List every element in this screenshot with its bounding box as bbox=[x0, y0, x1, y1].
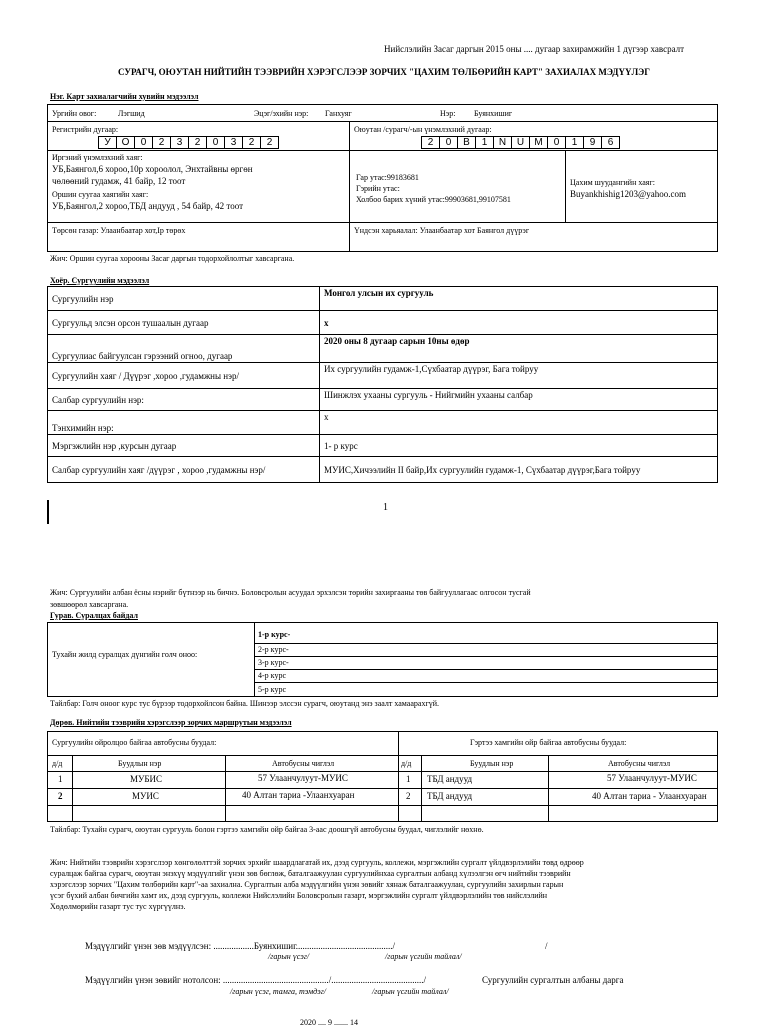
first-name-label: Нэр: bbox=[440, 109, 456, 118]
address-current-value: УБ,Баянгол,2 хороо,ТБД андууд , 54 байр, 42 тоот bbox=[52, 201, 244, 211]
address-current-label: Оршин суугаа хаягийн хаяг: bbox=[52, 190, 149, 199]
section4-heading: Дөрөв. Нийтийн тээврийн хэрэгслээр зорчих маршрутын мэдээлэл bbox=[50, 718, 292, 727]
school-row-value: 1- р курс bbox=[320, 435, 718, 457]
route-direction: 57 Улаанчулуут-МУИС bbox=[258, 773, 348, 783]
mobile-phone: Гар утас:99183681 bbox=[356, 173, 419, 182]
col-stop-2: Буудлын нэр bbox=[470, 759, 514, 768]
table-row bbox=[48, 435, 718, 457]
school-row-value: МУИС,Хичээлийн II байр,Их сургуулийн гудамж-1, Сүхбаатар дүүрэг,Бага тойруу bbox=[320, 457, 718, 483]
note-2-line1: Жич: Сургуулийн албан ёсны нэрийг бүтнээр нь бичнэ. Боловсролын асуудал эрхэлсэн төрийн захиргааны төв байгууллагаас олгосон тусгай bbox=[50, 588, 531, 597]
contact-phone: Холбоо барих хүний утас:99903681,99107581 bbox=[356, 195, 511, 204]
school-row-value: 2020 оны 8 дугаар сарын 10ны өдөр bbox=[320, 335, 718, 363]
school-row-label: Салбар сургуулийн нэр: bbox=[48, 389, 320, 411]
school-row-value: х bbox=[320, 411, 718, 435]
signature-declarant: Мэдүүлгийг үнэн зөв мэдүүлсэн: ..................Буянхишиг.........................................../ bbox=[85, 941, 396, 951]
school-row-value: Их сургуулийн гудамж-1,Сүхбаатар дүүрэг, Бага тойруу bbox=[320, 363, 718, 389]
route-direction-2: 40 Алтан тариа - Улаанхуаран bbox=[592, 791, 707, 801]
note-2-line2: зөвшөөрөл хавсаргана. bbox=[50, 600, 129, 609]
study-table bbox=[47, 622, 718, 697]
table-row bbox=[48, 335, 718, 363]
col-stop: Буудлын нэр bbox=[118, 759, 162, 768]
table-row bbox=[48, 389, 718, 411]
signature-verifier: Мэдүүлгийн үнэн зөвийг нотолсон: .............................................../........................................./ bbox=[85, 975, 426, 985]
birthplace: Төрсөн газар: Улаанбаатар хот,Iр төрөх bbox=[52, 226, 186, 235]
family-name-label: Ургийн овог: bbox=[52, 109, 97, 118]
col-no-2: д/д bbox=[401, 759, 412, 768]
student-id-label: Оюутан /сурагч/-ын үнэмлэхний дугаар: bbox=[354, 125, 492, 134]
caption-signature: /гарын үсэг/ bbox=[268, 952, 310, 961]
top-note: Нийслэлийн Засаг даргын 2015 оны .... дугаар захирамжийн 1 дүгээр хавсралт bbox=[384, 44, 685, 54]
address-id-line2: чөлөөний гудамж, 41 байр, 12 тоот bbox=[52, 176, 186, 186]
study-label: Тухайн жилд суралцах дүнгийн голч оноо: bbox=[52, 650, 198, 659]
family-name-value: Лэгшид bbox=[118, 109, 145, 118]
address-id-label: Иргэний үнэмлэхний хаяг: bbox=[52, 153, 143, 162]
father-name-label: Эцэг/эхийн нэр: bbox=[254, 109, 309, 118]
col-route-2: Автобусны чиглэл bbox=[608, 759, 671, 768]
school-row-label: Сургуулиас байгуулсан гэрээний огноо, дугаар bbox=[48, 335, 320, 363]
course-1: 1-р курс- bbox=[258, 630, 291, 639]
margin-mark bbox=[47, 500, 49, 524]
section3-heading: Гурав. Суралцах байдал bbox=[50, 611, 138, 620]
col-route: Автобусны чиглэл bbox=[272, 759, 335, 768]
school-row-value: х bbox=[320, 311, 718, 335]
route-direction: 40 Алтан тариа -Улаанхуаран bbox=[242, 790, 355, 800]
school-row-label: Сургуульд элсэн орсон тушаалын дугаар bbox=[48, 311, 320, 335]
school-row-value: Шинжлэх ухааны сургууль - Нийгмийн ухааны салбар bbox=[320, 389, 718, 411]
home-phone: Гэрийн утас: bbox=[356, 184, 400, 193]
father-name-value: Ганхуяг bbox=[325, 109, 352, 118]
route-no: 2 bbox=[58, 791, 63, 801]
school-row-label: Сургуулийн нэр bbox=[48, 287, 320, 311]
student-id-cells: 2 0 В 1 N U M 0 1 9 6 bbox=[422, 136, 620, 149]
table-row bbox=[48, 457, 718, 483]
course-5: 5-р курс bbox=[258, 685, 286, 694]
route-stop-2: ТБД андууд bbox=[427, 791, 473, 801]
register-number-cells: У О 0 2 3 2 0 3 2 2 bbox=[99, 136, 279, 149]
left-group-header: Сургуулийн ойролцоо байгаа автобусны буудал: bbox=[52, 738, 217, 747]
school-row-label: Тэнхимийн нэр: bbox=[48, 411, 320, 435]
course-2: 2-р курс- bbox=[258, 645, 289, 654]
table-row bbox=[48, 411, 718, 435]
residence: Үндсэн харьяалал: Улаанбаатар хот Баянгол дүүрэг bbox=[354, 226, 530, 235]
page-number: 1 bbox=[383, 502, 388, 513]
note-1: Жич: Оршин суугаа хорооны Засаг даргын тодорхойлолтыг хавсаргана. bbox=[50, 254, 295, 263]
course-4: 4-р курс bbox=[258, 671, 286, 680]
caption-verifier-name: /гарын үсгийн тайлал/ bbox=[372, 987, 449, 996]
route-stop: МУИС bbox=[132, 791, 159, 801]
course-3: 3-р курс- bbox=[258, 658, 289, 667]
first-name-value: Буянхишиг bbox=[474, 109, 513, 118]
school-row-label: Мэргэжлийн нэр ,курсын дугаар bbox=[48, 435, 320, 457]
caption-signature-name: /гарын үсгийн тайлал/ bbox=[385, 952, 462, 961]
document-title: СУРАГЧ, ОЮУТАН НИЙТИЙН ТЭЭВРИЙН ХЭРЭГСЛЭЭР ЗОРЧИХ "ЦАХИМ ТӨЛБӨРИЙН КАРТ" ЗАХИАЛАХ МЭДҮҮЛЭГ bbox=[118, 67, 650, 77]
section1-heading: Нэг. Карт захиалагчийн хувийн мэдээлэл bbox=[50, 92, 199, 101]
table-row bbox=[48, 311, 718, 335]
section2-heading: Хоёр. Сургуулийн мэдээлэл bbox=[50, 276, 150, 285]
caption-stamp: /гарын үсэг, тамга, тэмдэг/ bbox=[230, 987, 326, 996]
school-row-label: Салбар сургуулийн хаяг /дүүрэг , хороо ,гудамжны нэр/ bbox=[48, 457, 320, 483]
table-row bbox=[48, 287, 718, 311]
email-value: Buyankhishig1203@yahoo.com bbox=[570, 189, 687, 199]
verifier-role: Сургуулийн сургалтын албаны дарга bbox=[482, 975, 624, 985]
email-label: Цахим шуудангийн хаяг: bbox=[570, 178, 655, 187]
school-row-value: Монгол улсын их сургууль bbox=[320, 287, 718, 311]
bottom-date-partial: 2020 .... 9 ....... 14 bbox=[300, 1018, 358, 1027]
route-direction-2: 57 Улаанчулуут-МУИС bbox=[607, 773, 697, 783]
route-no-2: 2 bbox=[406, 791, 411, 801]
note-3: Тайлбар: Голч оноог курс тус бүрээр тодорхойлсон байна. Шинээр элссэн сурагч, оюутанд энэ заалт хамаарахгүй. bbox=[50, 699, 440, 708]
register-label: Регистрийн дугаар: bbox=[52, 125, 119, 134]
address-id-line1: УБ,Баянгол,6 хороо,10р хороолол, Энхтайвны өргөн bbox=[52, 164, 253, 174]
route-no-2: 1 bbox=[406, 774, 411, 784]
school-info-table bbox=[47, 286, 718, 483]
route-no: 1 bbox=[58, 774, 63, 784]
route-stop: МУБИС bbox=[130, 774, 163, 784]
signature-slash: / bbox=[545, 941, 548, 951]
note-4: Тайлбар: Тухайн сурагч, оюутан сургууль болон гэртээ хамгийн ойр байгаа 3-аас доошгүй автобусны буудал, чиглэлийг нөхнө. bbox=[50, 825, 484, 834]
school-row-label: Сургуулийн хаяг / Дүүрэг ,хороо ,гудамжны нэр/ bbox=[48, 363, 320, 389]
right-group-header: Гэртээ хамгийн ойр байгаа автобусны буудал: bbox=[470, 738, 627, 747]
note-5: Жич: Нийтийн тээврийн хэрэгслээр хөнгөлөлттэй зорчих эрхийг шаардлагатай их, дээд сургууль, коллежи, мэргэжлийн сургалт үйлдвэрлэлийн төвд өдрөөр суралцаж байгаа сурагч, оюутан энэхүү мэдүүлгийг үнэн зөв бөглөж, баталгаажуулан сургуулийнхаа сургалтын албанд хүлээлгэн өгч нийтийн тээврийн хэрэгслээр зорчих "Цахим төлбөрийн карт"-аа захиална. Сургалтын алба мэдүүлгийн үнэн зөвийг хянаж баталгаажуулан, сургуулийн захирлын гарын үсэг бүхий албан бичгийн хамт их, дээд сургууль, коллежи Нийслэлийн Боловсролын газарт, мэргэжлийн сургалт үйлдвэрлэлийн төв нийслэлийн Хөдөлмөрийн газарт тус тус хүргүүлнэ. bbox=[50, 858, 584, 911]
table-row bbox=[48, 363, 718, 389]
route-stop-2: ТБД андууд bbox=[427, 774, 473, 784]
col-no: д/д bbox=[52, 759, 63, 768]
